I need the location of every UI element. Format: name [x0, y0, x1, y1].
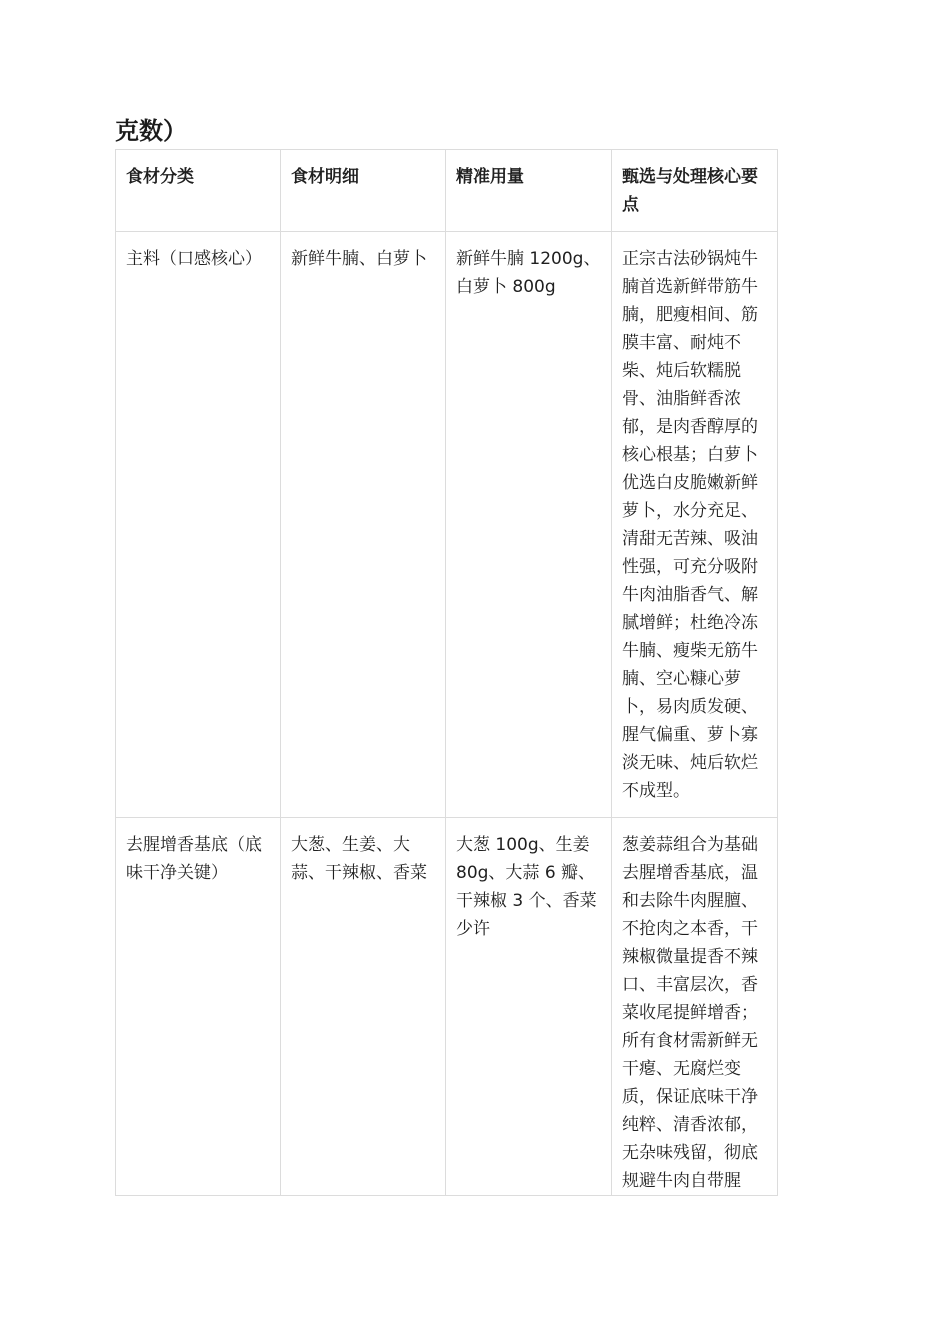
- cell-details: [281, 818, 446, 1196]
- cell-notes: 正宗古法砂锅炖牛腩首选新鲜带筋牛腩，肥瘦相间、筋膜丰富、耐炖不柴、炖后软糯脱骨、油脂鲜香浓郁，是肉香醇厚的核心根基；白萝卜优选白皮脆嫩新鲜萝卜，水分充足、清甜无苦辣、吸油性强，可充分吸附牛肉油脂香气、解腻增鲜；杜绝冷冻牛腩、瘦柴无筋牛腩、空心糠心萝卜，易肉质发硬、腥气偏重、萝卜寡淡无味、炖后软烂不成型。: [612, 232, 778, 818]
- section-title: 克数）: [115, 117, 187, 145]
- table-row: [116, 818, 778, 1196]
- ingredients-table: [115, 149, 778, 1196]
- table-row: [116, 232, 778, 818]
- cell-notes: [612, 818, 778, 1196]
- cell-category: 主料（口感核心）: [116, 232, 281, 818]
- table-header-row: [116, 150, 778, 232]
- cell-text: 大葱、生姜、大蒜、干辣椒、香菜: [291, 835, 427, 883]
- header-details: 食材明细: [281, 150, 446, 232]
- cell-text: 葱姜蒜组合为基础去腥增香基底，温和去除牛肉腥膻、不抢肉之本香，干辣椒微量提香不辣口、丰富层次，香菜收尾提鲜增香；所有食材需新鲜无干瘪、无腐烂变质，保证底味干净纯粹、清香浓郁，无杂味残留，彻底规避牛肉自带腥: [622, 835, 758, 1191]
- header-category: 食材分类: [116, 150, 281, 232]
- header-amount: 精准用量: [446, 150, 612, 232]
- cell-details: 新鲜牛腩、白萝卜: [281, 232, 446, 818]
- cell-amount: 新鲜牛腩 1200g、白萝卜 800g: [446, 232, 612, 818]
- cell-text: 大葱 100g、生姜 80g、大蒜 6 瓣、干辣椒 3 个、香菜少许: [456, 835, 597, 939]
- cell-category: [116, 818, 281, 1196]
- cell-amount: [446, 818, 612, 1196]
- header-notes: 甄选与处理核心要点: [612, 150, 778, 232]
- cell-text: 去腥增香基底（底味干净关键）: [126, 835, 262, 883]
